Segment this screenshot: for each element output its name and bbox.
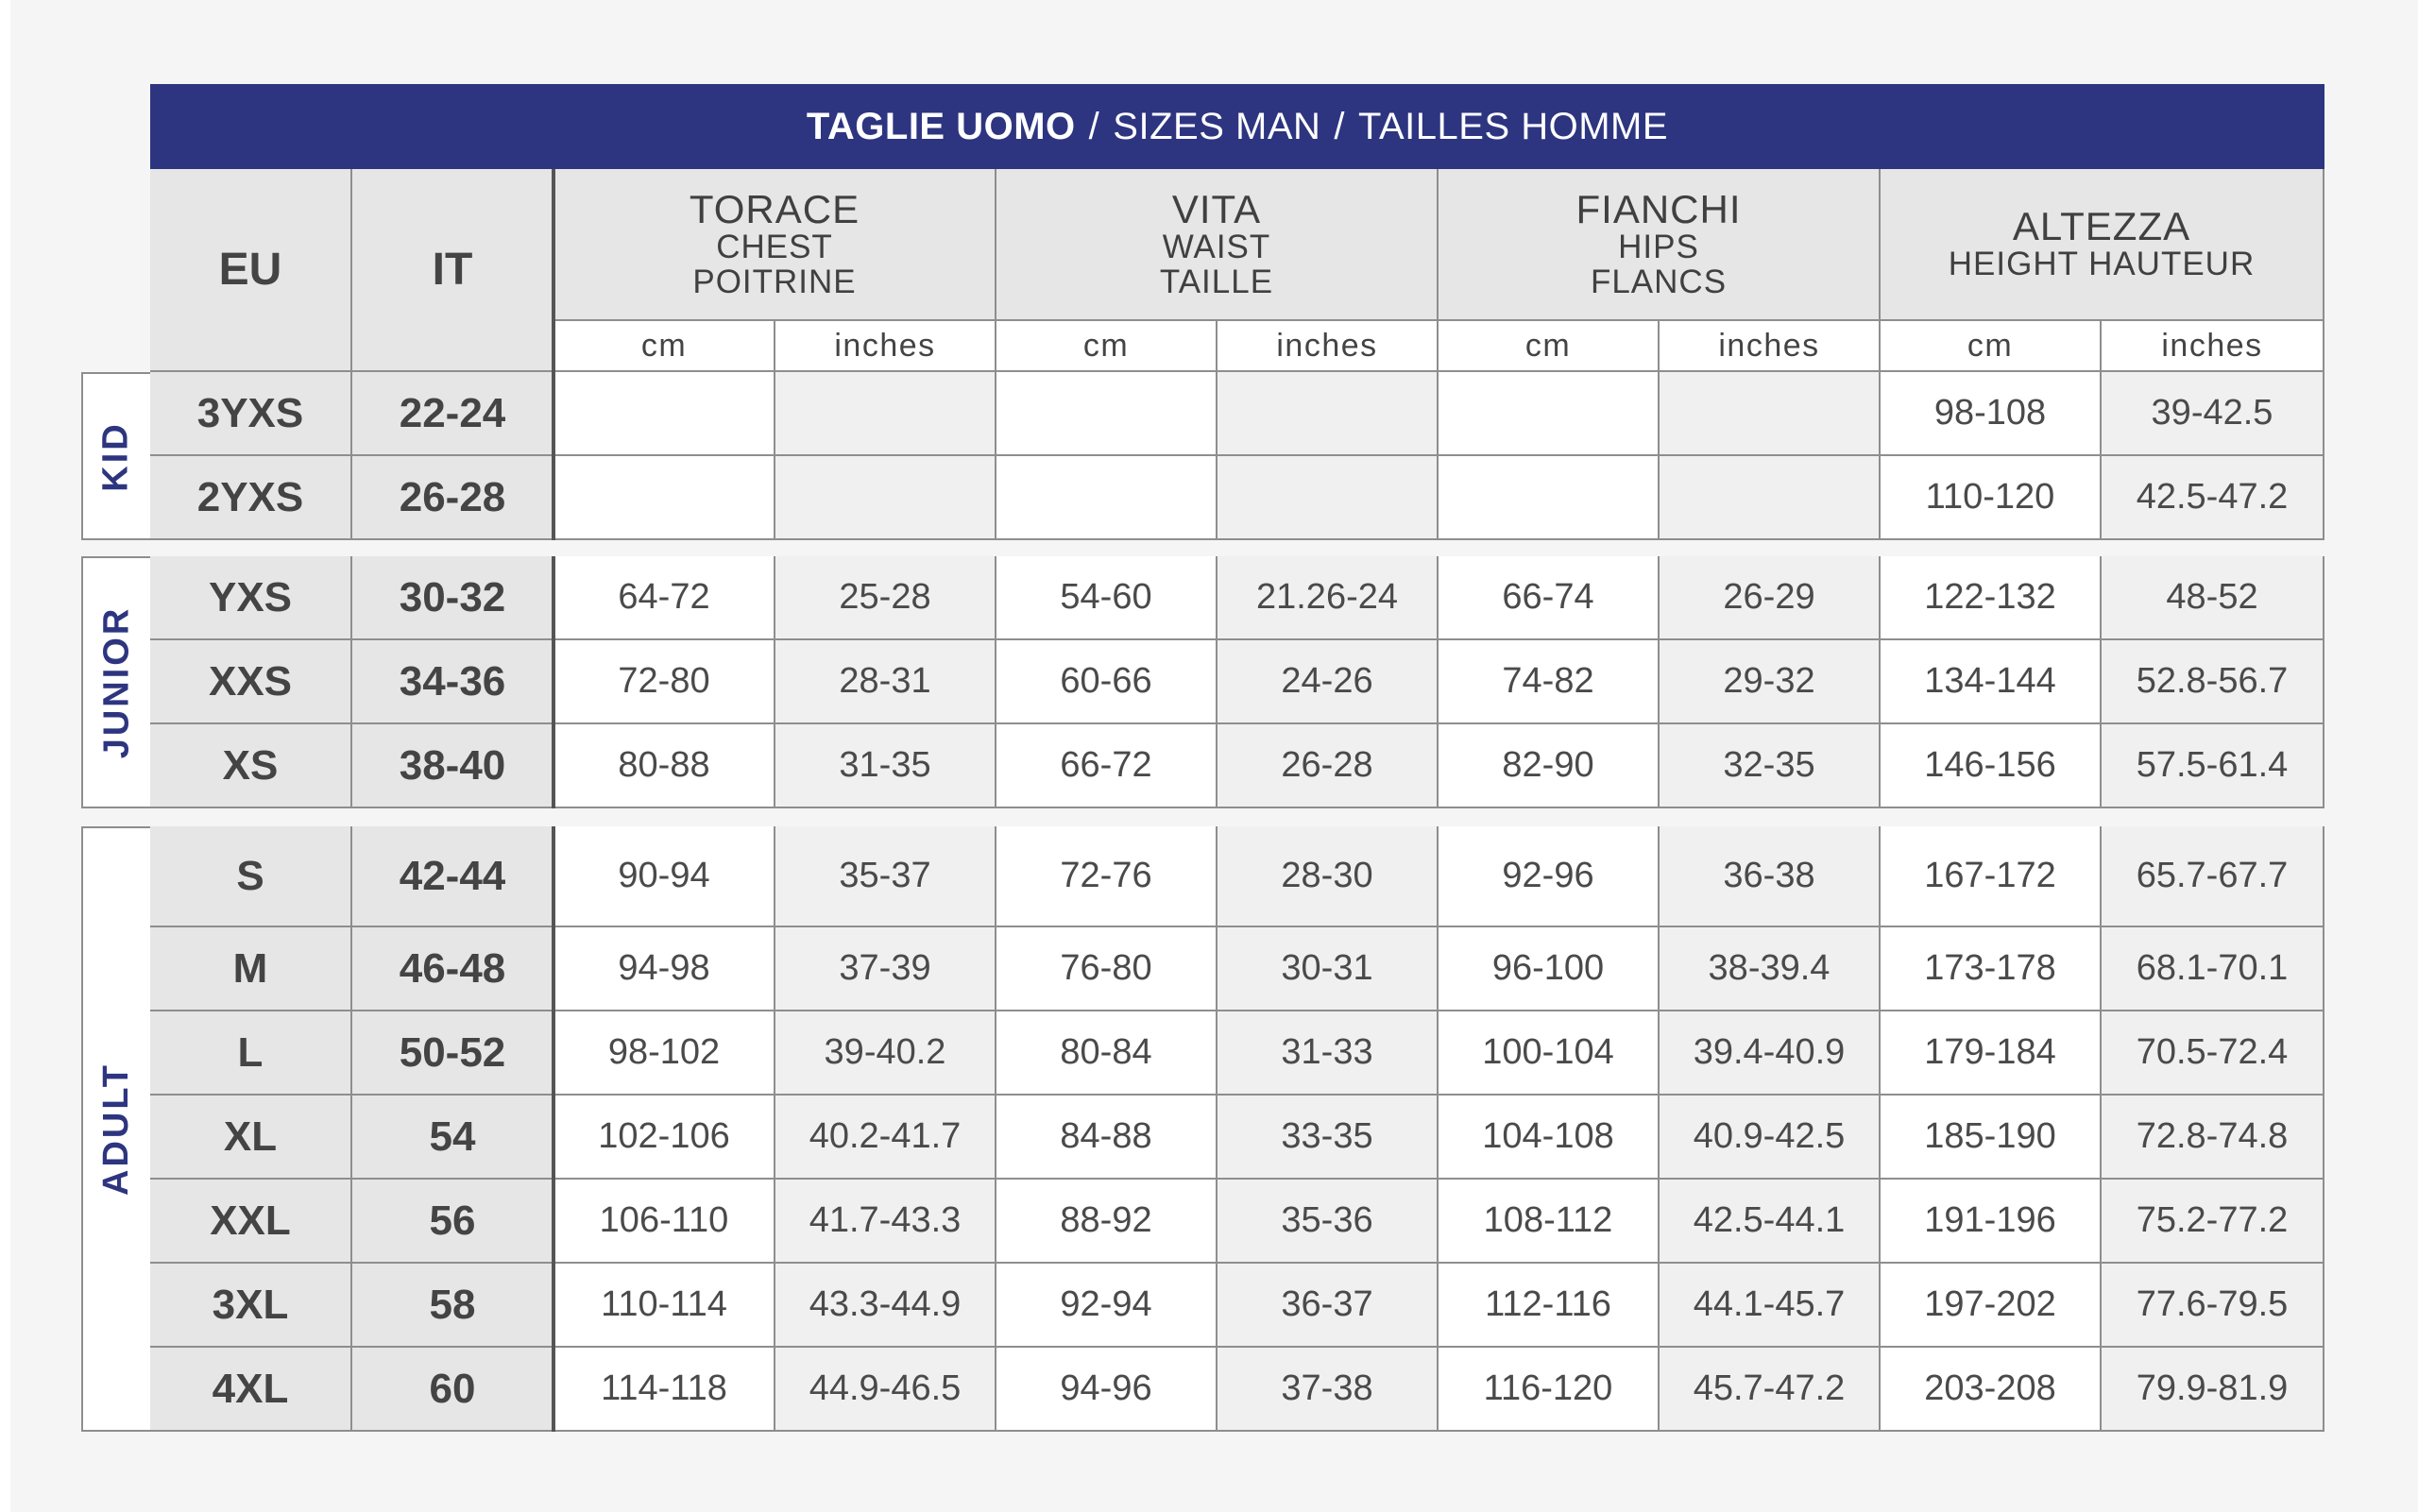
measure-value bbox=[996, 372, 1218, 456]
header-measure-line: POITRINE bbox=[692, 263, 857, 300]
group-label-adult bbox=[83, 826, 150, 1432]
measure-value: 72-76 bbox=[996, 826, 1218, 927]
size-eu: M bbox=[150, 927, 352, 1011]
measure-value: 100-104 bbox=[1439, 1011, 1660, 1096]
measure-value: 43.3-44.9 bbox=[775, 1264, 996, 1348]
measure-value: 54-60 bbox=[996, 556, 1218, 640]
measure-value: 57.5-61.4 bbox=[2102, 724, 2324, 808]
it-column-separator bbox=[552, 826, 555, 1432]
measure-value: 102-106 bbox=[554, 1096, 775, 1180]
unit-label-cm: cm bbox=[996, 321, 1218, 372]
measure-value: 39-42.5 bbox=[2102, 372, 2324, 456]
header-measure-line: TORACE bbox=[689, 186, 860, 231]
size-eu: 3YXS bbox=[150, 372, 352, 456]
header-it: IT bbox=[352, 169, 554, 372]
header-measure-line: FIANCHI bbox=[1575, 186, 1742, 231]
measure-value: 74-82 bbox=[1439, 640, 1660, 724]
measure-value: 80-84 bbox=[996, 1011, 1218, 1096]
size-it: 46-48 bbox=[352, 927, 554, 1011]
measure-value: 203-208 bbox=[1881, 1348, 2102, 1432]
measure-value: 167-172 bbox=[1881, 826, 2102, 927]
measure-value: 80-88 bbox=[554, 724, 775, 808]
measure-value: 42.5-44.1 bbox=[1660, 1180, 1881, 1264]
measure-value: 75.2-77.2 bbox=[2102, 1180, 2324, 1264]
measure-value: 41.7-43.3 bbox=[775, 1180, 996, 1264]
measure-value: 146-156 bbox=[1881, 724, 2102, 808]
title-french: TAILLES HOMME bbox=[1358, 105, 1669, 147]
measure-value: 94-98 bbox=[554, 927, 775, 1011]
measure-value bbox=[554, 372, 775, 456]
measure-value: 90-94 bbox=[554, 826, 775, 927]
title-bold: TAGLIE UOMO bbox=[806, 105, 1076, 147]
group-label-text: JUNIOR bbox=[96, 605, 137, 759]
group-label-text: KID bbox=[96, 420, 137, 492]
measure-value: 104-108 bbox=[1439, 1096, 1660, 1180]
size-eu: XL bbox=[150, 1096, 352, 1180]
measure-value: 35-36 bbox=[1218, 1180, 1439, 1264]
size-it: 22-24 bbox=[352, 372, 554, 456]
measure-value: 28-31 bbox=[775, 640, 996, 724]
measure-value: 79.9-81.9 bbox=[2102, 1348, 2324, 1432]
it-column-separator bbox=[552, 556, 555, 808]
measure-value: 44.1-45.7 bbox=[1660, 1264, 1881, 1348]
title-english: SIZES MAN bbox=[1113, 105, 1321, 147]
measure-value: 26-28 bbox=[1218, 724, 1439, 808]
header-measure-line: HIPS bbox=[1618, 228, 1699, 265]
header-measure-chest bbox=[554, 169, 996, 321]
measure-value: 52.8-56.7 bbox=[2102, 640, 2324, 724]
measure-value: 185-190 bbox=[1881, 1096, 2102, 1180]
measure-value: 191-196 bbox=[1881, 1180, 2102, 1264]
measure-value: 98-108 bbox=[1881, 372, 2102, 456]
size-it: 54 bbox=[352, 1096, 554, 1180]
measure-value: 31-35 bbox=[775, 724, 996, 808]
size-it: 26-28 bbox=[352, 456, 554, 540]
group-label-kid bbox=[83, 372, 150, 540]
measure-value: 98-102 bbox=[554, 1011, 775, 1096]
measure-value: 32-35 bbox=[1660, 724, 1881, 808]
measure-value: 65.7-67.7 bbox=[2102, 826, 2324, 927]
size-it: 38-40 bbox=[352, 724, 554, 808]
unit-label-inches: inches bbox=[2102, 321, 2324, 372]
measure-value: 66-72 bbox=[996, 724, 1218, 808]
measure-value: 35-37 bbox=[775, 826, 996, 927]
measure-value: 21.26-24 bbox=[1218, 556, 1439, 640]
measure-value: 82-90 bbox=[1439, 724, 1660, 808]
measure-value: 29-32 bbox=[1660, 640, 1881, 724]
measure-value: 60-66 bbox=[996, 640, 1218, 724]
measure-value: 31-33 bbox=[1218, 1011, 1439, 1096]
measure-value: 37-39 bbox=[775, 927, 996, 1011]
title-separator: / bbox=[1334, 105, 1346, 147]
measure-value: 88-92 bbox=[996, 1180, 1218, 1264]
unit-label-cm: cm bbox=[1439, 321, 1660, 372]
header-eu: EU bbox=[150, 169, 352, 372]
measure-value: 37-38 bbox=[1218, 1348, 1439, 1432]
unit-label-inches: inches bbox=[1660, 321, 1881, 372]
header-measure-waist bbox=[996, 169, 1439, 321]
size-eu: L bbox=[150, 1011, 352, 1096]
measure-value: 24-26 bbox=[1218, 640, 1439, 724]
it-column-separator bbox=[552, 372, 555, 540]
size-it: 34-36 bbox=[352, 640, 554, 724]
measure-value: 179-184 bbox=[1881, 1011, 2102, 1096]
measure-value: 36-37 bbox=[1218, 1264, 1439, 1348]
size-it: 42-44 bbox=[352, 826, 554, 927]
measure-value: 94-96 bbox=[996, 1348, 1218, 1432]
measure-value: 92-94 bbox=[996, 1264, 1218, 1348]
unit-label-inches: inches bbox=[775, 321, 996, 372]
measure-value bbox=[996, 456, 1218, 540]
size-eu: 4XL bbox=[150, 1348, 352, 1432]
measure-value bbox=[554, 456, 775, 540]
title-separator: / bbox=[1088, 105, 1100, 147]
measure-value: 40.9-42.5 bbox=[1660, 1096, 1881, 1180]
header-measure-line: CHEST bbox=[716, 228, 833, 265]
size-eu: XXL bbox=[150, 1180, 352, 1264]
measure-value: 66-74 bbox=[1439, 556, 1660, 640]
measure-value: 68.1-70.1 bbox=[2102, 927, 2324, 1011]
measure-value: 76-80 bbox=[996, 927, 1218, 1011]
measure-value: 30-31 bbox=[1218, 927, 1439, 1011]
measure-value: 106-110 bbox=[554, 1180, 775, 1264]
size-eu: 2YXS bbox=[150, 456, 352, 540]
measure-value: 92-96 bbox=[1439, 826, 1660, 927]
size-eu: XS bbox=[150, 724, 352, 808]
measure-value: 77.6-79.5 bbox=[2102, 1264, 2324, 1348]
measure-value: 110-114 bbox=[554, 1264, 775, 1348]
measure-value: 38-39.4 bbox=[1660, 927, 1881, 1011]
unit-label-cm: cm bbox=[554, 321, 775, 372]
measure-value: 33-35 bbox=[1218, 1096, 1439, 1180]
measure-value: 122-132 bbox=[1881, 556, 2102, 640]
measure-value bbox=[775, 456, 996, 540]
measure-value bbox=[775, 372, 996, 456]
measure-value: 39-40.2 bbox=[775, 1011, 996, 1096]
measure-value: 25-28 bbox=[775, 556, 996, 640]
header-measure-line: ALTEZZA bbox=[2012, 204, 2191, 249]
header-measure-hips bbox=[1439, 169, 1881, 321]
measure-value bbox=[1660, 456, 1881, 540]
header-measure-line: WAIST bbox=[1162, 228, 1271, 265]
size-it: 50-52 bbox=[352, 1011, 554, 1096]
header-measure-line: VITA bbox=[1171, 186, 1262, 231]
group-label-text: ADULT bbox=[96, 1062, 136, 1196]
size-it: 60 bbox=[352, 1348, 554, 1432]
unit-label-inches: inches bbox=[1218, 321, 1439, 372]
measure-value: 70.5-72.4 bbox=[2102, 1011, 2324, 1096]
group-label-junior bbox=[83, 556, 150, 808]
size-it: 58 bbox=[352, 1264, 554, 1348]
measure-value bbox=[1660, 372, 1881, 456]
measure-value: 116-120 bbox=[1439, 1348, 1660, 1432]
header-measure-line: FLANCS bbox=[1590, 263, 1728, 300]
measure-value bbox=[1439, 372, 1660, 456]
measure-value: 48-52 bbox=[2102, 556, 2324, 640]
measure-value: 96-100 bbox=[1439, 927, 1660, 1011]
measure-value: 134-144 bbox=[1881, 640, 2102, 724]
measure-value bbox=[1218, 372, 1439, 456]
measure-value: 197-202 bbox=[1881, 1264, 2102, 1348]
measure-value: 112-116 bbox=[1439, 1264, 1660, 1348]
unit-label-cm: cm bbox=[1881, 321, 2102, 372]
measure-value: 64-72 bbox=[554, 556, 775, 640]
measure-value: 72-80 bbox=[554, 640, 775, 724]
measure-value: 110-120 bbox=[1881, 456, 2102, 540]
header-measure-height bbox=[1881, 169, 2324, 321]
measure-value: 40.2-41.7 bbox=[775, 1096, 996, 1180]
measure-value bbox=[1218, 456, 1439, 540]
size-eu: S bbox=[150, 826, 352, 927]
measure-value bbox=[1439, 456, 1660, 540]
measure-value: 84-88 bbox=[996, 1096, 1218, 1180]
measure-value: 42.5-47.2 bbox=[2102, 456, 2324, 540]
size-it: 30-32 bbox=[352, 556, 554, 640]
measure-value: 108-112 bbox=[1439, 1180, 1660, 1264]
measure-value: 39.4-40.9 bbox=[1660, 1011, 1881, 1096]
size-eu: YXS bbox=[150, 556, 352, 640]
header-measure-line: HEIGHT HAUTEUR bbox=[1948, 246, 2256, 283]
size-it: 56 bbox=[352, 1180, 554, 1264]
measure-value: 114-118 bbox=[554, 1348, 775, 1432]
size-eu: 3XL bbox=[150, 1264, 352, 1348]
measure-value: 72.8-74.8 bbox=[2102, 1096, 2324, 1180]
measure-value: 45.7-47.2 bbox=[1660, 1348, 1881, 1432]
measure-value: 28-30 bbox=[1218, 826, 1439, 927]
measure-value: 36-38 bbox=[1660, 826, 1881, 927]
it-column-separator bbox=[552, 169, 555, 372]
header-measure-line: TAILLE bbox=[1159, 263, 1274, 300]
measure-value: 44.9-46.5 bbox=[775, 1348, 996, 1432]
size-eu: XXS bbox=[150, 640, 352, 724]
measure-value: 173-178 bbox=[1881, 927, 2102, 1011]
measure-value: 26-29 bbox=[1660, 556, 1881, 640]
